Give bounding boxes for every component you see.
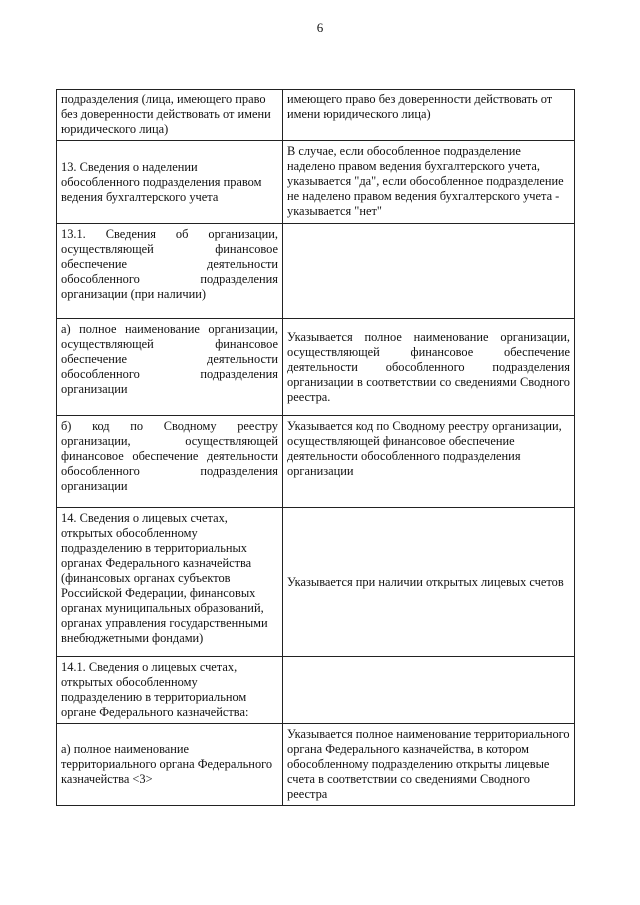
field-cell: 14. Сведения о лицевых счетах, открытых обособленному подразделению в территориальных органах Федерального казначейства (финансовых органах субъектов Российской Федерации, финансовых органах муниципальных образований, органах управления государственными внебюджетными фондами) — [57, 508, 283, 657]
table-row — [57, 508, 575, 657]
field-cell: 14.1. Сведения о лицевых счетах, открытых обособленному подразделению в территориальном органе Федерального казначейства: — [57, 657, 283, 724]
field-cell: а) полное наименование территориального органа Федерального казначейства <3> — [57, 724, 283, 806]
description-cell: Указывается полное наименование организации, осуществляющей финансовое обеспечение деятельности обособленного подразделения организации в соответствии со сведениями Сводного реестра. — [283, 319, 575, 416]
page-number: 6 — [316, 20, 324, 35]
description-cell — [283, 657, 575, 724]
description-cell — [283, 224, 575, 319]
table-row — [57, 724, 575, 806]
field-cell: 13. Сведения о наделении обособленного подразделения правом ведения бухгалтерского учета — [57, 141, 283, 224]
field-cell: а) полное наименование организации, осуществляющей финансовое обеспечение деятельности обособленного подразделения организации — [57, 319, 283, 416]
description-cell: В случае, если обособленное подразделение наделено правом ведения бухгалтерского учета, указывается "да", если обособленное подразделение не наделено правом ведения бухгалтерского учета - указывается "нет" — [283, 141, 575, 224]
description-cell: Указывается код по Сводному реестру организации, осуществляющей финансовое обеспечение деятельности обособленного подразделения организации — [283, 416, 575, 508]
field-cell: б) код по Сводному реестру организации, осуществляющей финансовое обеспечение деятельности обособленного подразделения организации — [57, 416, 283, 508]
table-row — [57, 90, 575, 141]
field-cell: 13.1. Сведения об организации, осуществляющей финансовое обеспечение деятельности обособленного подразделения организации (при наличии) — [57, 224, 283, 319]
description-cell: Указывается полное наименование территориального органа Федерального казначейства, в котором обособленному подразделению открыты лицевые счета в соответствии со сведениями Сводного реестра — [283, 724, 575, 806]
table-row — [57, 141, 575, 224]
field-cell: подразделения (лица, имеющего право без доверенности действовать от имени юридического лица) — [57, 90, 283, 141]
table-row — [57, 416, 575, 508]
table-row — [57, 224, 575, 319]
requirements-table — [56, 89, 575, 806]
description-cell: Указывается при наличии открытых лицевых счетов — [283, 508, 575, 657]
table-row — [57, 657, 575, 724]
table-row — [57, 319, 575, 416]
description-cell: имеющего право без доверенности действовать от имени юридического лица) — [283, 90, 575, 141]
